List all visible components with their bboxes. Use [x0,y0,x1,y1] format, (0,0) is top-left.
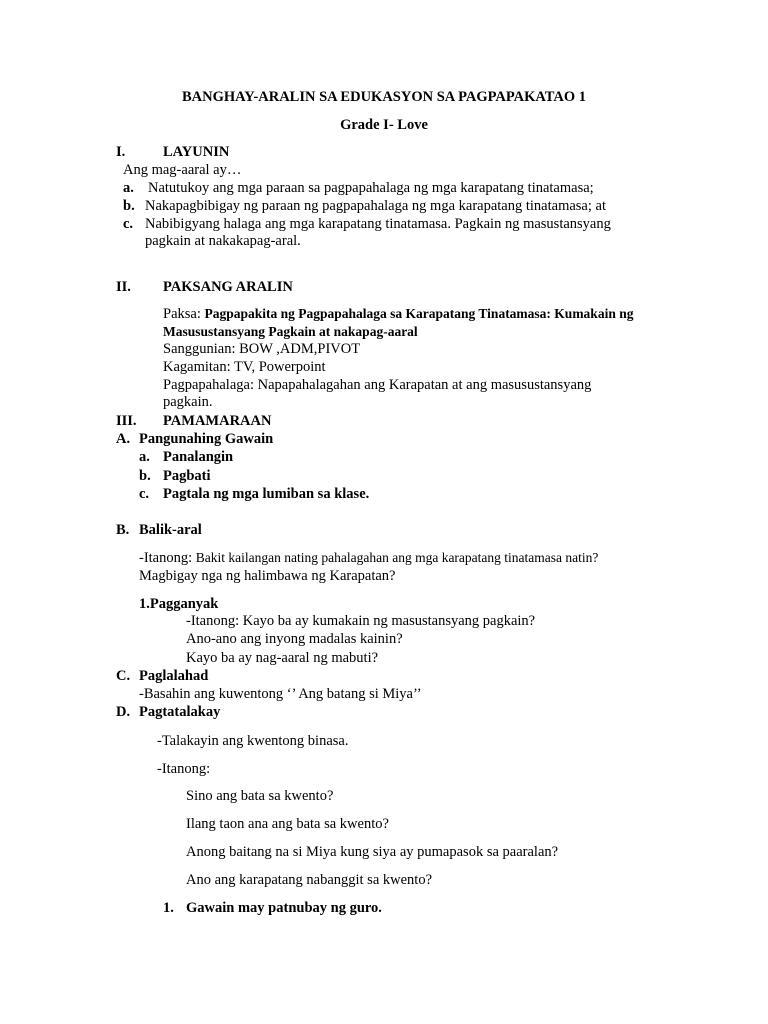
question-line: Anong baitang na si Miya kung siya ay pumapasok sa paaralan? [186,844,559,860]
pagganyak-line: -Itanong: Kayo ba ay kumakain ng masustansyang pagkain? [186,613,536,629]
list-letter: a. [123,180,134,196]
list-letter: c. [123,216,134,232]
section-number: II. [116,279,131,295]
subsection-letter: D. [116,704,131,720]
pagpapahalaga-continuation: pagkain. [163,394,213,410]
subsection-heading: Paglalahad [139,668,209,684]
list-item: Pagbati [163,468,211,484]
list-letter: c. [139,486,150,502]
subsection-letter: A. [116,431,131,447]
section-heading: PAMAMARAAN [163,413,272,429]
list-item: Nabibigyang halaga ang mga karapatang tinatamasa. Pagkain ng masustansyang [145,216,611,232]
subsection-heading: Balik-aral [139,522,202,538]
list-letter: a. [139,449,150,465]
pagganyak-heading: 1.Pagganyak [139,596,219,612]
balik-aral-question [139,549,598,567]
list-item: Natutukoy ang mga paraan sa pagpapahalaga ng mga karapatang tinatamasa; [148,180,594,196]
paglalahad-text: -Basahin ang kuwentong ‘’ Ang batang si Miya’’ [139,686,422,702]
pagganyak-line: Kayo ba ay nag-aaral ng mabuti? [186,650,379,666]
section-heading: PAKSANG ARALIN [163,279,293,295]
list-item: Panalangin [163,449,234,465]
list-letter: b. [139,468,151,484]
sanggunian-text: Sanggunian: BOW ,ADM,PIVOT [163,341,361,357]
gawain-text: Gawain may patnubay ng guro. [186,900,382,916]
paksa-title-continuation: Masusustansyang Pagkain at nakapag-aaral [163,324,418,339]
subsection-heading: Pagtatalakay [139,704,221,720]
paksa-label: Paksa: [163,306,205,322]
list-item: Pagtala ng mga lumiban sa klase. [163,486,370,502]
section-number: I. [116,144,126,160]
list-item-continuation: pagkain at nakakapag-aral. [145,233,301,249]
talakayin-text: -Talakayin ang kwentong binasa. [157,733,349,749]
itanong-label: -Itanong: [139,550,196,566]
pagpapahalaga-text: Pagpapahalaga: Napapahalagahan ang Karapatan at ang masusustansyang [163,377,592,393]
question-line: Sino ang bata sa kwento? [186,788,334,804]
question-text: Bakit kailangan nating pahalagahan ang mga karapatang tinatamasa natin? [195,550,599,565]
subsection-heading: Pangunahing Gawain [139,431,274,447]
question-line: Ilang taon ana ang bata sa kwento? [186,816,389,832]
list-letter: b. [123,198,135,214]
itanong-text: -Itanong: [157,761,211,777]
section-heading: LAYUNIN [163,144,230,160]
kagamitan-text: Kagamitan: TV, Powerpoint [163,359,326,375]
document-title: BANGHAY-ARALIN SA EDUKASYON SA PAGPAPAKATAO 1 [181,89,587,105]
list-item: Nakapagbibigay ng paraan ng pagpapahalaga ng mga karapatang tinatamasa; at [145,198,606,214]
subsection-letter: C. [116,668,131,684]
question-line: Ano ang karapatang nabanggit sa kwento? [186,872,433,888]
paksa-title: Pagpapakita ng Pagpapahalaga sa Karapatang Tinatamasa: Kumakain ng [204,306,634,321]
gawain-number: 1. [163,900,174,916]
balik-aral-question-2: Magbigay nga ng halimbawa ng Karapatan? [139,568,396,584]
section-number: III. [116,413,137,429]
intro-text: Ang mag-aaral ay… [123,162,242,178]
paksa-line [163,305,633,323]
pagganyak-line: Ano-ano ang inyong madalas kainin? [186,631,403,647]
document-subtitle: Grade I- Love [340,117,428,133]
subsection-letter: B. [116,522,130,538]
